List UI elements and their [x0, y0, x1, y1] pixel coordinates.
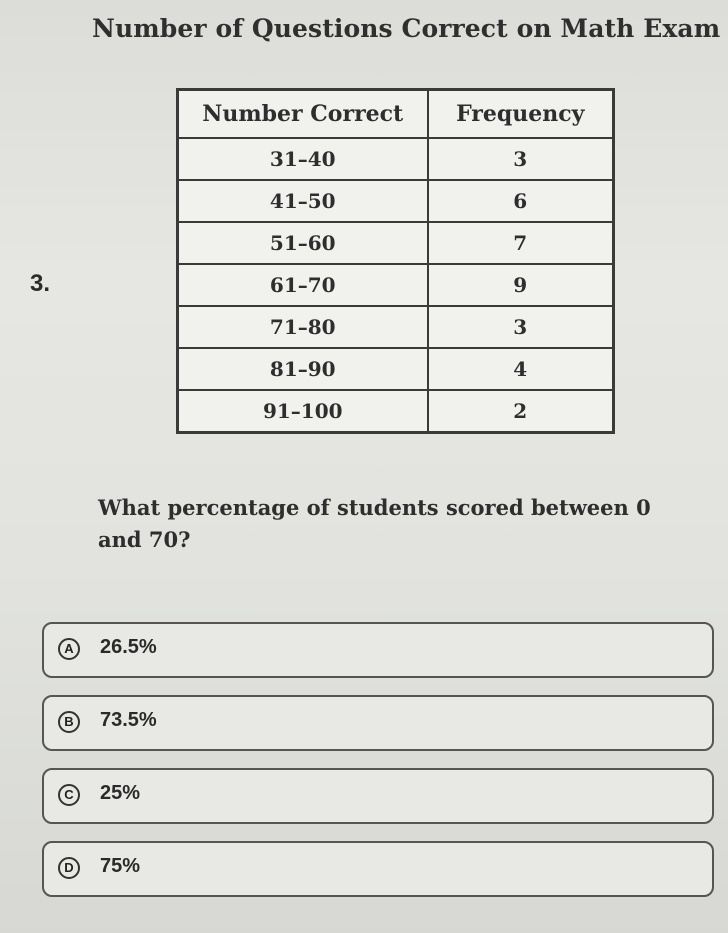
- frequency-table: [176, 88, 615, 434]
- table-cell-range: 91–100: [178, 390, 428, 433]
- table-cell-range: 61–70: [178, 264, 428, 306]
- option-b-letter-badge: B: [58, 711, 80, 733]
- answer-option-b[interactable]: [42, 695, 714, 751]
- table-cell-range: 41–50: [178, 180, 428, 222]
- question-text: What percentage of students scored between 0 and 70?: [98, 495, 651, 552]
- table-row: [178, 222, 614, 264]
- question-number: 3.: [30, 270, 51, 297]
- option-b-text: 73.5%: [100, 709, 157, 731]
- table-cell-frequency: 3: [428, 138, 614, 180]
- table-row: [178, 348, 614, 390]
- table-cell-range: 81–90: [178, 348, 428, 390]
- table-header-row: [178, 90, 614, 139]
- table-cell-frequency: 9: [428, 264, 614, 306]
- option-d-letter-badge: D: [58, 857, 80, 879]
- option-a-text: 26.5%: [100, 636, 157, 658]
- answer-option-a[interactable]: [42, 622, 714, 678]
- table-cell-frequency: 2: [428, 390, 614, 433]
- table-row: [178, 180, 614, 222]
- table-row: [178, 306, 614, 348]
- table-cell-range: 31–40: [178, 138, 428, 180]
- table-cell-range: 71–80: [178, 306, 428, 348]
- table-cell-frequency: 6: [428, 180, 614, 222]
- table-row: [178, 264, 614, 306]
- table-cell-range: 51–60: [178, 222, 428, 264]
- option-c-text: 25%: [100, 782, 141, 804]
- table-row: [178, 138, 614, 180]
- option-d-text: 75%: [100, 855, 141, 877]
- table-cell-frequency: 4: [428, 348, 614, 390]
- option-a-letter-badge: A: [58, 638, 80, 660]
- table-header-number-correct: Number Correct: [178, 90, 428, 139]
- table-cell-frequency: 3: [428, 306, 614, 348]
- table-cell-frequency: 7: [428, 222, 614, 264]
- table-header-frequency: Frequency: [428, 90, 614, 139]
- option-c-letter-badge: C: [58, 784, 80, 806]
- answer-option-c[interactable]: [42, 768, 714, 824]
- exam-title: Number of Questions Correct on Math Exam: [92, 14, 721, 43]
- answer-option-d[interactable]: [42, 841, 714, 897]
- table-row: [178, 390, 614, 433]
